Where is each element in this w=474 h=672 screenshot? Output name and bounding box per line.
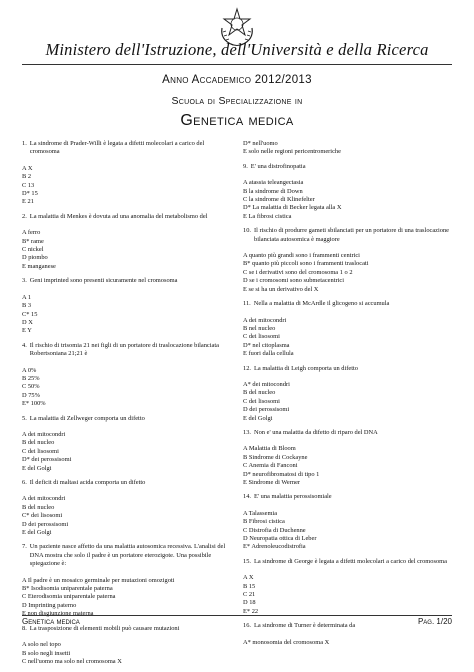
question-number: 7. [22, 543, 27, 551]
question-item [22, 415, 232, 473]
question-stem [22, 277, 232, 285]
question-item [243, 429, 455, 487]
answer-option: E Y [22, 327, 32, 335]
answer-option: A X [22, 164, 33, 172]
answer-option: E manganese [22, 262, 56, 270]
answer-option: E* 22 [243, 607, 259, 615]
answer-option: E* 100% [22, 400, 46, 408]
question-stem [243, 227, 455, 244]
question-text: Un paziente nasce affetto da una malattia autosomica recessiva. L'analisi del DNA mostra che solo il padre è un portatore eterozigote. Una possibile spiegazione è: [29, 543, 226, 568]
question-number: 4. [22, 341, 27, 349]
answer-options [243, 317, 455, 359]
question-number: 10. [243, 227, 251, 235]
answer-option: E se si ha un derivativo del X [243, 285, 319, 293]
question-stem [243, 558, 455, 566]
question-stem [22, 543, 232, 568]
answer-options [243, 574, 455, 616]
question-number: 11. [243, 300, 251, 308]
answer-option: D 18 [243, 599, 256, 607]
answer-option: B 25% [22, 374, 40, 382]
answer-options [243, 381, 455, 423]
question-number: 12. [243, 364, 251, 372]
answer-option: A 0% [22, 366, 37, 374]
answer-options [22, 367, 232, 409]
question-stem [22, 415, 232, 423]
question-stem [243, 493, 455, 501]
answer-option: A dei mitocondri [22, 430, 66, 438]
question-stem [22, 140, 232, 157]
question-number: 1. [22, 140, 27, 147]
question-number: 5. [22, 414, 27, 422]
answer-option: B Fibrosi cistica [243, 518, 285, 526]
question-number: 6. [22, 479, 27, 486]
answer-option: D dei perossisomi [22, 520, 69, 528]
answer-option: C 50% [22, 383, 40, 391]
answer-option: A* dei mitocondri [243, 380, 290, 388]
answer-option: B* rame [22, 237, 44, 245]
answer-option: D dei perossisomi [243, 406, 290, 414]
question-item [22, 213, 232, 271]
answer-option: A dei mitocondri [22, 495, 66, 503]
question-item [22, 625, 232, 667]
answer-option: E del Golgi [243, 414, 273, 422]
answer-option: B 3 [22, 302, 32, 310]
answer-option: A Il padre è un mosaico germinale per mutazioni omozigoti [22, 576, 175, 584]
answer-option: A* monosomia del cromosoma X [243, 638, 330, 646]
question-text: Geni imprinted sono presenti sicuramente nel cromosoma [29, 277, 178, 285]
question-number: 2. [22, 212, 27, 220]
answer-option: D piombo [22, 254, 48, 262]
answer-option: E solo nelle regioni pericentromeriche [243, 148, 341, 156]
answer-options [243, 510, 455, 552]
answer-option: C nickel [22, 246, 44, 254]
left-column [22, 140, 232, 672]
answer-option: C* 15 [22, 310, 38, 318]
answer-option: E* Adrenoleucodistrofia [243, 543, 306, 551]
answer-option: C 13 [22, 181, 35, 189]
answer-options [243, 179, 455, 221]
answer-option: C Distrofia di Duchenne [243, 526, 306, 534]
question-stem [243, 365, 455, 373]
answer-option: B del nucleo [243, 389, 276, 397]
answer-option: B 15 [243, 582, 256, 590]
answer-option: C dei lisosomi [22, 447, 59, 455]
answer-option: A dei mitocondri [243, 316, 287, 324]
footer-title: Genetica medica [22, 617, 80, 626]
answer-option: C* dei lisosomi [22, 512, 63, 520]
answer-option: E 21 [22, 198, 34, 206]
question-number: 8. [22, 624, 27, 632]
question-stem [22, 342, 232, 359]
answer-option: A solo nel topo [22, 641, 61, 649]
page-number: Pag. 1/20 [417, 617, 452, 626]
answer-option: B* quanto più piccoli sono i frammenti traslocati [243, 260, 369, 268]
question-item [243, 227, 455, 294]
answer-option: C dei lisosomi [243, 397, 280, 405]
question-item [22, 479, 232, 537]
answer-option: B* Isodisomia uniparentale paterna [22, 585, 113, 593]
question-item [22, 342, 232, 409]
answer-option: D* nell'uomo [243, 140, 278, 147]
question-number: 14. [243, 493, 251, 501]
answer-option: E del Golgi [22, 464, 52, 472]
answer-options [22, 641, 232, 666]
footer-rule [22, 615, 452, 616]
answer-options [22, 495, 232, 537]
question-item [243, 365, 455, 423]
answer-option: A ferro [22, 229, 41, 237]
question-text: Il rischio di produrre gameti sbilanciati per un portatore di una traslocazione bilanciata autosomica è maggiore [254, 227, 450, 243]
answer-option: D X [22, 318, 33, 326]
question-item [22, 277, 232, 335]
answer-option: D* 15 [22, 190, 38, 198]
question-text: Il rischio di trisomia 21 nei figli di un portatore di traslocazione bilanciata Robertsoniana 21;21 è [29, 341, 219, 358]
right-column [243, 140, 455, 653]
question-text: E' una distrofinopatia [250, 162, 306, 170]
answer-option: C 21 [243, 591, 256, 599]
answer-options [22, 294, 232, 336]
answer-option: C la sindrome di Klinefelter [243, 196, 315, 204]
question-text: La malattia di Menkes è dovuta ad una anomalia del metabolismo del [29, 212, 208, 220]
question-text: Non e' una malattia da difetto di riparo del DNA [254, 428, 378, 436]
question-stem [22, 479, 232, 487]
question-text: La malattia di Zellweger comporta un difetto [29, 414, 145, 422]
question-stem [243, 429, 455, 437]
answer-option: B 2 [22, 173, 32, 181]
answer-option: A Talassemia [243, 509, 278, 517]
question-item [243, 300, 455, 358]
answer-option: C Eterodisomia uniparentale paterna [22, 593, 116, 601]
question-number: 16. [243, 622, 251, 630]
question-text: La trasposizione di elementi mobili può causare mutazioni [29, 624, 180, 632]
question-text: E' una malattia perossisomiale [254, 493, 332, 501]
answer-option: D* nel citoplasma [243, 341, 290, 349]
answer-options [243, 639, 455, 647]
question-text: La sindrome di Turner è determinata da [254, 622, 356, 630]
answer-option: A X [243, 574, 254, 582]
question-item [243, 140, 455, 157]
question-item [243, 493, 455, 551]
question-text: Il deficit di maltasi acida comporta un difetto [29, 479, 146, 486]
answer-option: A quanto più grandi sono i frammenti centrici [243, 252, 360, 260]
answer-option: C Anemia di Fanconi [243, 462, 298, 470]
answer-options [22, 577, 232, 619]
question-number: 9. [243, 162, 248, 170]
question-stem [243, 163, 455, 171]
question-text: La sindrome di George è legata a difetti molecolari a carico del cromosoma [254, 557, 447, 565]
answer-option: D se i cromosomi sono submetacentrici [243, 277, 344, 285]
question-item [243, 558, 455, 616]
document-title: Genetica medica [180, 112, 294, 129]
question-text: Nella a malattia di McArdle il glicogeno si accumula [253, 300, 390, 308]
answer-option: B del nucleo [22, 503, 55, 511]
answer-option: D 75% [22, 391, 40, 399]
answer-option: D* neurofibromatosi di tipo 1 [243, 470, 320, 478]
academic-year: Anno Accademico 2012/2013 [162, 74, 312, 86]
answer-option: B del nucleo [22, 439, 55, 447]
question-text: La sindrome di Prader-Willi è legata a difetti molecolari a carico del cromosoma [29, 140, 205, 156]
answer-options [22, 165, 232, 207]
answer-option: D Imprinting paterno [22, 601, 77, 609]
ministry-heading: Ministero dell'Istruzione, dell'Università e della Ricerca [45, 40, 429, 59]
answer-option: B nel nucleo [243, 324, 276, 332]
answer-option: E del Golgi [22, 529, 52, 537]
question-number: 3. [22, 277, 27, 285]
answer-option: D Neuropatia ottica di Leber [243, 535, 317, 543]
question-number: 15. [243, 557, 251, 565]
question-stem [243, 300, 455, 308]
answer-options [243, 140, 455, 157]
answer-option: A 1 [22, 293, 32, 301]
answer-options [243, 252, 455, 294]
header-rule [22, 64, 452, 65]
question-text: La malattia di Leigh comporta un difetto [254, 364, 358, 372]
answer-option: E La fibrosi cistica [243, 212, 292, 220]
answer-option: C dei lisosomi [243, 333, 280, 341]
school-name: Scuola di Specializzazione in [171, 95, 303, 107]
question-number: 13. [243, 428, 251, 436]
answer-option: D* dei perossisomi [22, 456, 72, 464]
question-item [243, 163, 455, 221]
answer-option: A atassia teleangectasia [243, 179, 304, 187]
answer-option: E Sindrome di Werner [243, 479, 301, 486]
answer-options [22, 431, 232, 473]
answer-option: E fuori dalla cellula [243, 350, 294, 358]
answer-option: A Malattia di Bloom [243, 445, 296, 453]
answer-options [22, 229, 232, 271]
question-item [22, 543, 232, 618]
answer-option: B solo negli insetti [22, 649, 71, 657]
answer-option: B la sindrome di Down [243, 187, 303, 195]
answer-option: C se i derivativi sono del cromosoma 1 o 2 [243, 268, 353, 276]
answer-options [243, 445, 455, 487]
answer-option: E non disgiunzione materna [22, 610, 94, 618]
answer-option: C nell'uomo ma solo nel cromosoma X [22, 657, 122, 665]
answer-option: B Sindrome di Cockayne [243, 453, 308, 461]
question-item [22, 140, 232, 207]
question-item [243, 622, 455, 647]
answer-option: D* La malattia di Becker legata alla X [243, 204, 342, 212]
question-stem [22, 213, 232, 221]
